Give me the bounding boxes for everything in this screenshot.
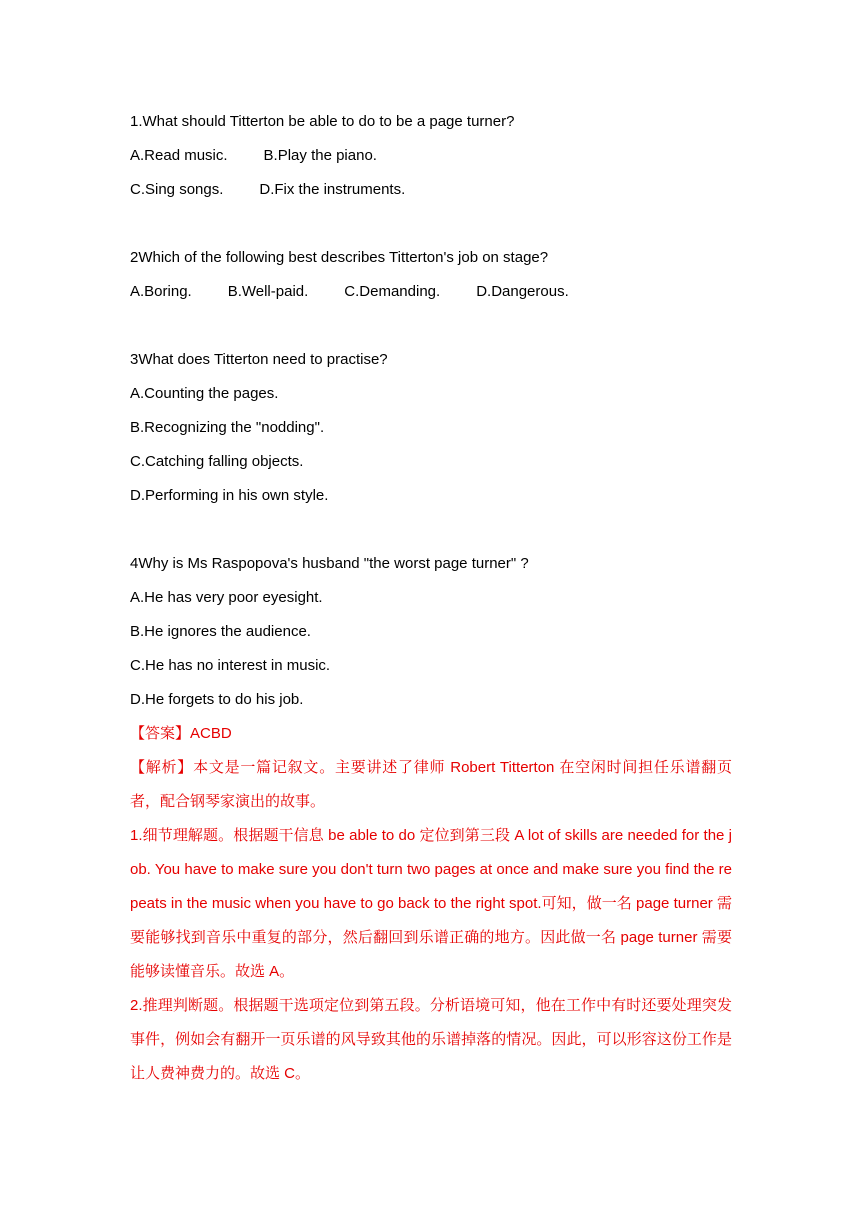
question-2-option-a: A.Boring. <box>130 283 192 300</box>
question-2-option-c: C.Demanding. <box>344 283 441 300</box>
explanation-2: 2.推理判断题。根据题干选项定位到第五段。分析语境可知，他在工作中有时还要处理突发事件，例如会有翻开一页乐谱的风导致其他的乐谱掉落的情况。因此，可以形容这份工作是让人费神费力的。故选 C。 <box>130 997 732 1082</box>
explanation-1: 1.细节理解题。根据题干信息 be able to do 定位到第三段 A lot of skills are needed for the job. You have to make sure you don't turn two pages at once and make sure you find the repeats in the music when you have to go back to the right spot.可知，做一名 page turner 需要能够找到音乐中重复的部分，然后翻回到乐谱正确的地方。因此做一名 page turner 需要能够读懂音乐。故选 A。 <box>130 827 732 980</box>
question-4-option-b: B.He ignores the audience. <box>130 623 311 640</box>
analysis-intro: 【解析】本文是一篇记叙文。主要讲述了律师 Robert Titterton 在空闲时间担任乐谱翻页者，配合钢琴家演出的故事。 <box>130 759 732 810</box>
question-4 <box>130 547 732 717</box>
spacer <box>130 513 732 547</box>
question-1-options-row-1 <box>130 139 732 173</box>
question-2-stem: 2Which of the following best describes Titterton's job on stage? <box>130 249 549 266</box>
spacer <box>130 207 732 241</box>
question-1-option-c: C.Sing songs. <box>130 181 224 198</box>
question-3 <box>130 343 732 513</box>
question-1 <box>130 105 732 207</box>
question-3-stem: 3What does Titterton need to practise? <box>130 351 388 368</box>
question-4-option-c: C.He has no interest in music. <box>130 657 331 674</box>
question-4-option-a: A.He has very poor eyesight. <box>130 589 323 606</box>
answer-label: 【答案】ACBD <box>130 725 232 742</box>
question-2-options-row-1 <box>130 275 732 309</box>
question-2 <box>130 241 732 309</box>
question-1-option-b: B.Play the piano. <box>263 147 377 164</box>
question-2-option-b: B.Well-paid. <box>227 283 309 300</box>
question-1-stem: 1.What should Titterton be able to do to be a page turner? <box>130 113 515 130</box>
question-4-stem: 4Why is Ms Raspopova's husband "the worst page turner" ? <box>130 555 529 572</box>
question-4-option-d: D.He forgets to do his job. <box>130 691 304 708</box>
question-1-options-row-2 <box>130 173 732 207</box>
question-1-option-d: D.Fix the instruments. <box>259 181 406 198</box>
question-3-option-d: D.Performing in his own style. <box>130 487 329 504</box>
question-3-option-b: B.Recognizing the "nodding". <box>130 419 325 436</box>
document-content <box>130 105 732 1091</box>
question-3-option-a: A.Counting the pages. <box>130 385 279 402</box>
answer-section <box>130 717 732 1091</box>
spacer <box>130 309 732 343</box>
question-1-option-a: A.Read music. <box>130 147 228 164</box>
question-2-option-d: D.Dangerous. <box>476 283 569 300</box>
question-3-option-c: C.Catching falling objects. <box>130 453 304 470</box>
